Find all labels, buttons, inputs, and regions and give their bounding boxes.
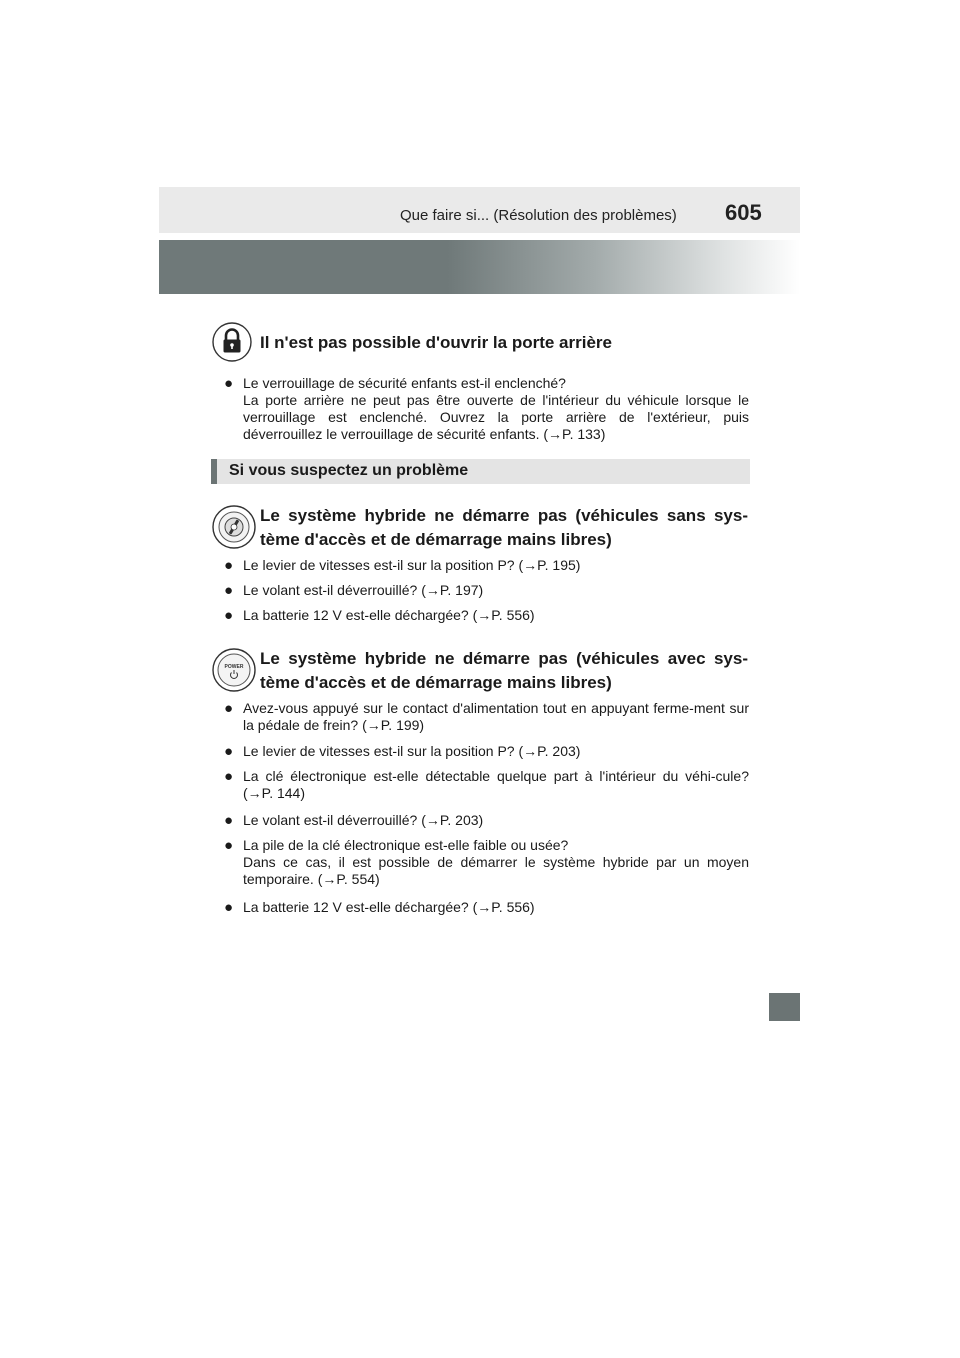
- list-item: [224, 582, 749, 599]
- list-item: [224, 607, 749, 624]
- section-banner: [211, 459, 750, 484]
- list-item: [224, 743, 749, 760]
- bullet-dot: ●: [224, 768, 234, 785]
- lock-icon: [212, 322, 252, 367]
- section-banner-label: Si vous suspectez un problème: [229, 462, 469, 479]
- header-title: Que faire si... (Résolution des problèmes): [400, 207, 677, 224]
- section-heading-smart-key: Le système hybride ne démarre pas (véhicules avec sys-tème d'accès et de démarrage mains libres): [260, 649, 748, 692]
- bullet-dot: ●: [224, 557, 234, 574]
- bullet-dot: ●: [224, 812, 234, 829]
- page-number: 605: [725, 200, 762, 225]
- list-item: [224, 700, 749, 734]
- power-button-icon: [212, 648, 256, 697]
- list-item-text: La batterie 12 V est-elle déchargée? (→P. 556): [243, 607, 535, 623]
- list-item-text: Avez-vous appuyé sur le contact d'alimentation tout en appuyant ferme-ment sur la pédale de frein? (→P. 199): [243, 700, 749, 733]
- section-heading-no-smart-key: Le système hybride ne démarre pas (véhicules sans sys-tème d'accès et de démarrage mains libres): [260, 506, 748, 549]
- list-item-text: Le levier de vitesses est-il sur la position P? (→P. 203): [243, 743, 581, 759]
- list-item-text: Dans ce cas, il est possible de démarrer le système hybride par un moyen temporaire. (→P. 554): [243, 854, 749, 887]
- bullet-dot: ●: [224, 743, 234, 760]
- list-item-text: Le levier de vitesses est-il sur la position P? (→P. 195): [243, 557, 581, 573]
- list-item: [224, 375, 749, 443]
- ignition-switch-icon: [212, 505, 256, 554]
- list-item-text: Le volant est-il déverrouillé? (→P. 197): [243, 582, 484, 598]
- list-item-text: La porte arrière ne peut pas être ouverte de l'intérieur du véhicule lorsque le verrouillage est enclenché. Ouvrez la porte arrière de l'extérieur, puis déverrouillez le verrouillage de sécurité enfants. (→P. 133): [243, 392, 749, 442]
- power-button-label: POWER: [224, 664, 244, 670]
- list-item-text: La pile de la clé électronique est-elle faible ou usée?: [243, 837, 569, 853]
- bullet-dot: ●: [224, 700, 234, 717]
- section-heading-rear-door: Il n'est pas possible d'ouvrir la porte arrière: [260, 333, 612, 352]
- list-item-text: La clé électronique est-elle détectable quelque part à l'intérieur du véhi-cule? (→P. 144): [243, 768, 749, 801]
- list-item: [224, 837, 749, 888]
- bullet-dot: ●: [224, 607, 234, 624]
- bullet-dot: ●: [224, 375, 234, 392]
- chapter-gradient-bar: [159, 240, 800, 294]
- list-item: [224, 899, 749, 916]
- list-item: [224, 557, 749, 574]
- list-item-text: Le verrouillage de sécurité enfants est-il enclenché?: [243, 375, 566, 391]
- list-item: [224, 768, 749, 802]
- list-item-text: La batterie 12 V est-elle déchargée? (→P. 556): [243, 899, 535, 915]
- list-item: [224, 812, 749, 829]
- bullet-dot: ●: [224, 837, 234, 854]
- list-item-text: Le volant est-il déverrouillé? (→P. 203): [243, 812, 484, 828]
- bullet-dot: ●: [224, 899, 234, 916]
- chapter-side-tab: [769, 993, 800, 1021]
- bullet-dot: ●: [224, 582, 234, 599]
